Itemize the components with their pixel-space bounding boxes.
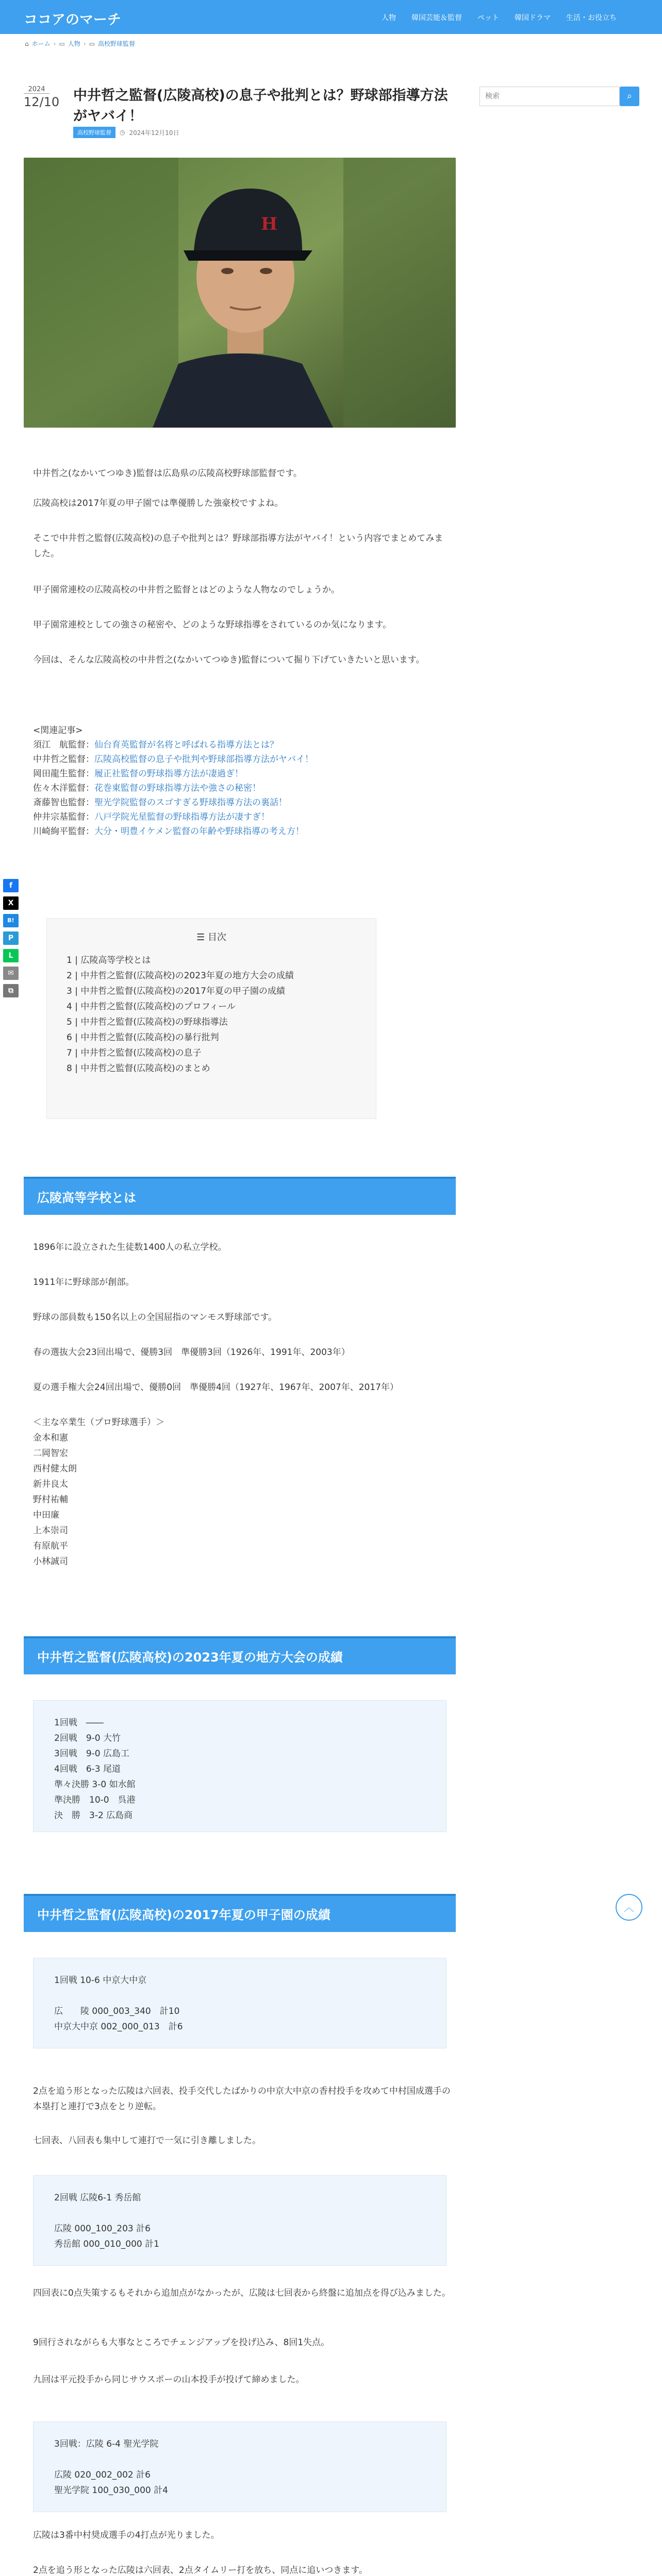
related-heading: <関連記事> [33,725,83,736]
paragraph: 七回表、八回表も集中して連打で一気に引き離しました。 [33,2136,261,2146]
game-score-box [33,2175,446,2266]
game-blank [54,2206,425,2221]
related-item [33,752,313,767]
related-item [33,738,313,752]
related-item [33,795,313,810]
game-title: 2回戦 広陵6-1 秀岳館 [54,2193,141,2203]
search-icon: ⌕ [626,91,633,101]
related-link[interactable]: 花巻東監督の野球指導方法や強さの秘密！ [94,783,261,793]
toc-item[interactable]: 5 | 中井哲之監督(広陵高校)の野球指導法 [67,1017,228,1027]
sidebar-search [479,87,639,106]
game-line: 秀岳館 000_010_000 計1 [54,2239,159,2249]
game-blank [54,1988,425,2004]
result-row: 準々決勝 3-0 如水館 [54,1780,136,1790]
alumni-item: 西村健太朗 [33,1464,77,1474]
nav-item-korea[interactable]: 韓国芸能＆監督 [411,14,462,22]
breadcrumb [25,39,135,48]
svg-text:H: H [261,214,278,234]
share-hatena-button[interactable]: B! [3,914,19,927]
nav-item-kdrama[interactable]: 韓国ドラマ [515,14,551,22]
site-header [0,0,662,34]
game-title: 3回戦：広陵 6-4 聖光学院 [54,2439,159,2449]
toc-item[interactable]: 4 | 中井哲之監督(広陵高校)のプロフィール [67,1002,236,1012]
results-box [33,1700,446,1832]
toc-item[interactable]: 8 | 中井哲之監督(広陵高校)のまとめ [67,1063,210,1074]
alumni-item: 金本和憲 [33,1433,68,1443]
alumni-item: 上本崇司 [33,1526,68,1536]
toc-item[interactable]: 2 | 中井哲之監督(広陵高校)の2023年夏の地方大会の成績 [67,971,294,981]
related-name: 斎藤智也監督： [33,798,94,808]
post-date-box [24,86,60,109]
table-of-contents [46,918,376,1119]
share-facebook-button[interactable]: f [3,879,19,892]
section-heading: 広陵高等学校とは [24,1177,456,1215]
game-line: 中京大中京 002_000_013 計6 [54,2022,183,2032]
related-name: 川崎絢平監督： [33,826,94,837]
related-name: 岡田龍生監督： [33,769,94,779]
paragraph: 野球の部員数も150名以上の全国屈指のマンモス野球部です。 [33,1312,277,1323]
nav-item-people[interactable]: 人物 [382,14,396,22]
clock-icon: ◷ [120,129,125,136]
game-line: 聖光学院 100_030_000 計4 [54,2485,168,2496]
paragraph: 四回表に0点失策するもそれから追加点がなかったが、広陵は七回表から終盤に追加点を得び込みました。 [33,2288,451,2298]
intro-paragraph: 広陵高校は2017年夏の甲子園では準優勝した強豪校ですよね。 [33,498,284,509]
toc-item[interactable]: 1 | 広陵高等学校とは [67,955,151,965]
result-row: 1回戦 ―― [54,1718,104,1728]
paragraph: 広陵は3番中村奨成選手の4打点が光りました。 [33,2530,220,2540]
alumni-item: 有原航平 [33,1541,68,1551]
section1-body [33,1240,399,1569]
chevron-up-icon: ︿ [624,1901,634,1913]
paragraph: 1896年に設立された生徒数1400人の私立学校。 [33,1242,227,1252]
toc-list [67,953,294,1076]
category-badge[interactable]: 高校野球監督 [73,127,115,138]
intro-paragraph: 中井哲之(なかいてつゆき)監督は広島県の広陵高校野球部監督です。 [33,468,302,479]
share-copy-button[interactable]: ⧉ [3,984,19,997]
related-item [33,767,313,781]
section-heading: 中井哲之監督(広陵高校)の2023年夏の地方大会の成績 [24,1636,456,1674]
alumni-item: 野村祐輔 [33,1495,68,1505]
paragraph: 夏の選手権大会24回出場で、優勝0回 準優勝4回（1927年、1967年、2007年、2017年） [33,1382,399,1393]
paragraph: 春の選抜大会23回出場で、優勝3回 準優勝3回（1926年、1991年、2003年） [33,1347,350,1358]
post-meta [73,127,179,138]
global-nav [382,12,617,23]
breadcrumb-cat1[interactable]: 人物 [68,40,80,47]
paragraph: 2点を追う形となった広陵は六回表、2点タイムリー打を放ち、同点に追いつきます。 [33,2565,368,2575]
toc-title-label: 目次 [207,932,226,943]
result-row: 3回戦 9-0 広島工 [54,1749,129,1759]
paragraph: 1911年に野球部が創部。 [33,1277,135,1287]
related-link[interactable]: 仙台育英監督が名将と呼ばれる指導方法とは？ [94,740,278,750]
related-link[interactable]: 履正社監督の野球指導方法が凄過ぎ！ [94,769,243,779]
intro-paragraph: そこで中井哲之監督(広陵高校)の息子や批判とは？野球部指導方法がヤバイ！という内容でまとめてみました。 [33,533,443,559]
related-item [33,781,313,795]
back-to-top-button[interactable] [616,1894,642,1921]
nav-item-life[interactable]: 生活・お役立ち [566,14,617,22]
home-icon: ⌂ [25,40,29,47]
result-row: 2回戦 9-0 大竹 [54,1733,121,1743]
share-line-button[interactable]: L [3,949,19,962]
toc-item[interactable]: 6 | 中井哲之監督(広陵高校)の暴行批判 [67,1032,219,1043]
intro-paragraph: 甲子園常連校の広陵高校の中井哲之監督とはどのような人物なのでしょうか。 [33,585,340,595]
eyecatch-image [24,158,456,428]
folder-icon: ▭ [59,40,65,47]
nav-item-pet[interactable]: ペット [477,14,499,22]
related-name: 中井哲之監督： [33,754,94,765]
search-button[interactable] [620,87,639,106]
alumni-item: 新井良太 [33,1479,68,1489]
paragraph: 9回行されながらも大事なところでチェンジアップを投げ込み、8回1失点。 [33,2337,330,2348]
paragraph: 2点を追う形となった広陵は六回表、投手交代したばかりの中京大中京の香村投手を攻めて中村国成選手の本塁打と連打で3点をとり逆転。 [33,2086,451,2112]
related-item [33,824,313,839]
breadcrumb-cat2[interactable]: 高校野球監督 [97,40,135,47]
game-score-box [33,2421,446,2512]
game-title: 1回戦 10-6 中京大中京 [54,1975,147,1986]
page-title: 中井哲之監督(広陵高校)の息子や批判とは？野球部指導方法がヤバイ！ [73,88,448,124]
related-link[interactable]: 大分・明豊イケメン監督の年齢や野球指導の考え方！ [94,826,304,837]
related-name: 仲井宗基監督： [33,812,94,822]
breadcrumb-separator: › [83,40,86,47]
search-input[interactable] [479,87,620,106]
post-year: 2024 [28,86,45,93]
related-articles [33,723,313,839]
post-month-day: 12/10 [24,93,49,109]
related-link[interactable]: 聖光学院監督のスゴすぎる野球指導方法の裏話！ [94,798,287,808]
alumni-item: 二岡智宏 [33,1448,68,1459]
toc-item[interactable]: 3 | 中井哲之監督(広陵高校)の2017年夏の甲子園の成績 [67,986,285,996]
game-line: 広 陵 000_003_340 計10 [54,2006,180,2016]
share-pocket-button[interactable]: P [3,931,19,945]
share-mail-button[interactable]: ✉ [3,967,19,980]
related-name: 須江 航監督： [33,740,94,750]
folder-icon: ▭ [89,40,95,47]
share-x-button[interactable]: X [3,896,19,910]
related-link[interactable]: 広陵高校監督の息子や批判や野球部指導方法がヤバイ！ [94,754,313,765]
alumni-item: 小林誠司 [33,1556,68,1567]
alumni-heading: ＜主な卒業生（プロ野球選手）＞ [33,1417,164,1428]
result-row: 決 勝 3-2 広島商 [54,1810,133,1821]
game-score-box [33,1958,446,2048]
game-blank [54,2452,425,2467]
result-row: 4回戦 6-3 尾道 [54,1764,121,1774]
intro-paragraph: 甲子園常連校としての強さの秘密や、どのような野球指導をされているのか気になります。 [33,620,392,630]
list-icon: ☰ [196,932,208,943]
result-row: 準決勝 10-0 呉港 [54,1795,136,1805]
intro-paragraph: 今回は、そんな広陵高校の中井哲之(なかいてつゆき)監督について掘り下げていきたいと思います。 [33,655,425,665]
toc-title [47,930,376,943]
breadcrumb-home[interactable]: ホーム [31,40,51,47]
game-line: 広陵 000_100_203 計6 [54,2224,151,2234]
related-item [33,810,313,824]
breadcrumb-separator: › [53,40,56,47]
related-link[interactable]: 八戸学院光星監督の野球指導方法が凄すぎ！ [94,812,270,822]
toc-item[interactable]: 7 | 中井哲之監督(広陵高校)の息子 [67,1048,202,1058]
related-name: 佐々木洋監督： [33,783,94,793]
site-title[interactable]: ココアのマーチ [24,12,121,28]
post-date: 2024年12月10日 [129,129,179,137]
paragraph: 九回は平元投手から同じサウスポーの山本投手が投げて締めました。 [33,2375,305,2385]
alumni-item: 中田廉 [33,1510,59,1520]
section-heading: 中井哲之監督(広陵高校)の2017年夏の甲子園の成績 [24,1894,456,1932]
game-line: 広陵 020_002_002 計6 [54,2470,151,2480]
